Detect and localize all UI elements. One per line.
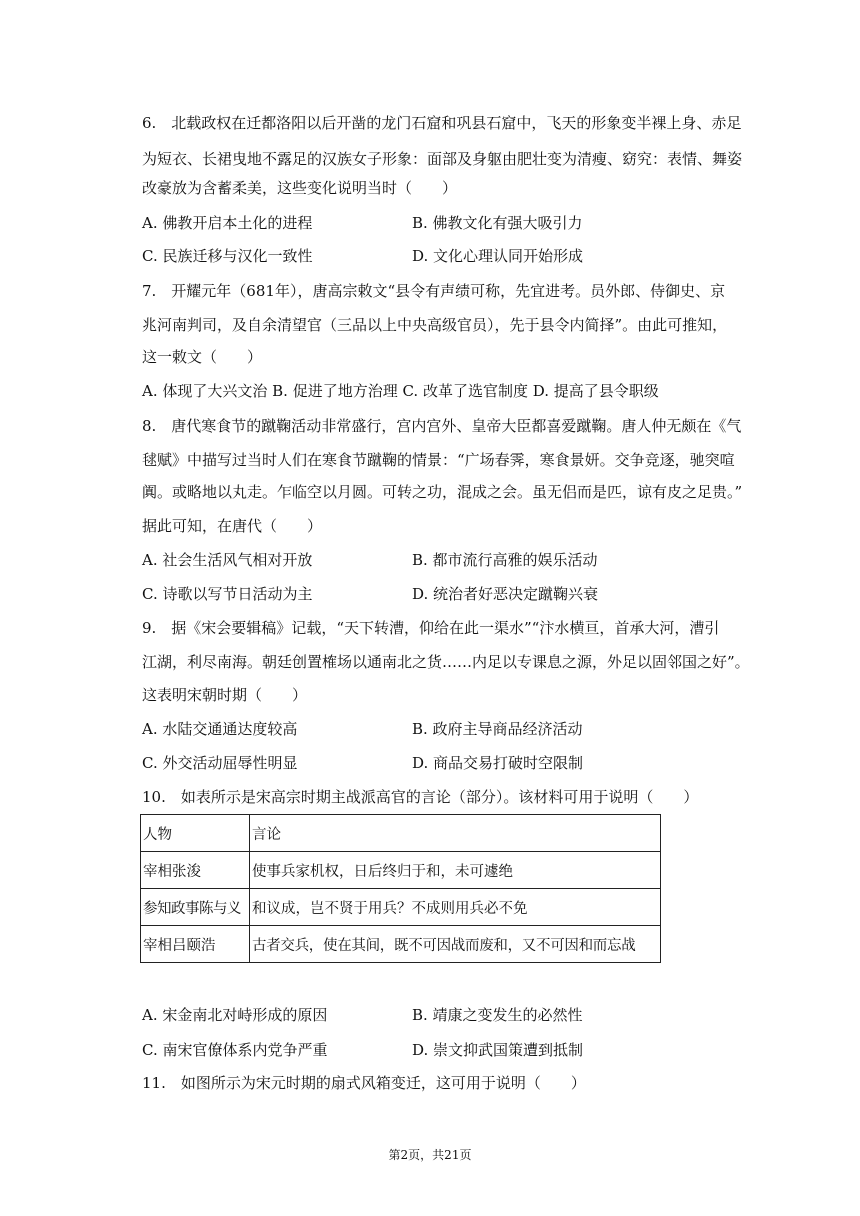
q6-line-2: 为短衣、长裙曳地不露足的汉族女子形象：面部及身躯由肥壮变为清瘦、窈究：表情、舞姿 <box>142 150 743 168</box>
q8-option-d: D. 统治者好恶决定蹴鞠兴衰 <box>412 585 599 603</box>
table-cell-quote: 使事兵家机权，日后终归于和，未可遽绝 <box>250 852 661 889</box>
q9-line-2: 江湖，利尽南海。朝廷创置榷场以通南北之货……内足以专课息之源，外足以固邻国之好”。 <box>142 653 750 671</box>
table-header-person: 人物 <box>141 815 250 852</box>
q6-option-b: B. 佛教文化有强大吸引力 <box>412 214 583 232</box>
q6-option-d: D. 文化心理认同开始形成 <box>412 247 584 265</box>
table-row <box>141 889 661 926</box>
q9-option-a: A. 水陆交通通达度较高 <box>142 720 298 738</box>
table-row <box>141 926 661 963</box>
q6-line-1: 6. 北载政权在迁都洛阳以后开凿的龙门石窟和巩县石窟中，飞天的形象变半裸上身、赤足 <box>142 114 742 132</box>
q10-option-b: B. 靖康之变发生的必然性 <box>412 1006 583 1024</box>
q7-line-3: 这一敕文（ ） <box>142 348 263 366</box>
q8-option-b: B. 都市流行高雅的娱乐活动 <box>412 551 598 569</box>
table-cell-person: 参知政事陈与义 <box>141 889 250 926</box>
q10-option-a: A. 宋金南北对峙形成的原因 <box>142 1006 328 1024</box>
q10-option-c: C. 南宋官僚体系内党争严重 <box>142 1041 328 1059</box>
q7-options: A. 体现了大兴文治 B. 促进了地方治理 C. 改革了选官制度 D. 提高了县令职级 <box>142 382 659 400</box>
q8-line-4: 据此可知，在唐代（ ） <box>142 517 323 535</box>
table-cell-person: 宰相吕颐浩 <box>141 926 250 963</box>
table-cell-quote: 古者交兵，使在其间，既不可因战而废和，又不可因和而忘战 <box>250 926 661 963</box>
q8-option-c: C. 诗歌以写节日活动为主 <box>142 585 313 603</box>
q8-line-1: 8. 唐代寒食节的蹴鞠活动非常盛行，宫内宫外、皇帝大臣都喜爱蹴鞠。唐人仲无颇在《气 <box>142 417 742 435</box>
q8-option-a: A. 社会生活风气相对开放 <box>142 551 313 569</box>
q8-line-2: 毬赋》中描写过当时人们在寒食节蹴鞠的情景：“广场春霁，寒食景妍。交争竞逐，驰突喧 <box>142 451 735 469</box>
page-footer: 第2页，共21页 <box>388 1148 472 1162</box>
q9-option-c: C. 外交活动屈辱性明显 <box>142 754 298 772</box>
q8-line-3: 阗。或略地以丸走。乍临空以月圆。可转之功，混成之会。虽无侣而是匹，谅有皮之足贵。” <box>142 483 743 501</box>
table-cell-quote: 和议成，岂不贤于用兵？不成则用兵必不免 <box>250 889 661 926</box>
q11-line-1: 11. 如图所示为宋元时期的扇式风箱变迁，这可用于说明（ ） <box>142 1074 586 1092</box>
table-cell-person: 宰相张浚 <box>141 852 250 889</box>
q6-line-3: 改豪放为含蓄柔美，这些变化说明当时（ ） <box>142 179 458 197</box>
q10-option-d: D. 崇文抑武国策遭到抵制 <box>412 1041 584 1059</box>
quotes-table <box>140 814 661 963</box>
q6-option-a: A. 佛教开启本土化的进程 <box>142 214 313 232</box>
q9-option-d: D. 商品交易打破时空限制 <box>412 754 584 772</box>
q7-line-1: 7. 开耀元年（681年），唐高宗敕文“县令有声绩可称，先宜进考。员外郎、侍御史、京 <box>142 282 726 300</box>
q9-line-3: 这表明宋朝时期（ ） <box>142 686 308 704</box>
table-row <box>141 852 661 889</box>
q10-line-1: 10. 如表所示是宋高宗时期主战派高官的言论（部分）。该材料可用于说明（ ） <box>142 788 699 806</box>
q9-option-b: B. 政府主导商品经济活动 <box>412 720 583 738</box>
q7-line-2: 兆河南判司，及自余清望官（三品以上中央高级官员），先于县令内简择”。由此可推知， <box>142 316 728 334</box>
q6-option-c: C. 民族迁移与汉化一致性 <box>142 247 313 265</box>
table-header-row <box>141 815 661 852</box>
q9-line-1: 9. 据《宋会要辑稿》记载，“天下转漕，仰给在此一渠水”“汴水横亘，首承大河，漕引 <box>142 619 720 637</box>
table-header-quote: 言论 <box>250 815 661 852</box>
